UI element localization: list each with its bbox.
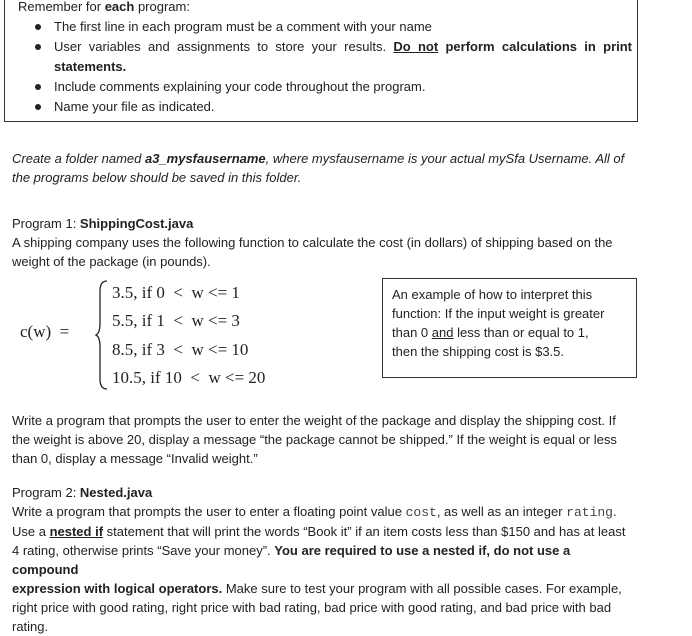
reminder-list	[5, 17, 635, 117]
list-item: User variables and assignments to store your results. Do not perform calculations in print statements.	[5, 37, 635, 77]
each-emphasis: each	[104, 0, 135, 14]
reminder-box	[4, 0, 638, 122]
program1-task: Write a program that prompts the user to enter the weight of the package and display the shipping cost. If the weight is above 20, display a message “the package cannot be shipped.” If the weight is equal or less than 0, display a message “Invalid weight.”	[12, 413, 617, 466]
program1-header: Program 1: ShippingCost.java A shipping company uses the following function to calculate the cost (in dollars) of shipping based on the weight of the package (in pounds).	[12, 216, 613, 269]
case-row: 3.5, if 0 < w <= 1	[112, 283, 240, 302]
function-label: c(w) =	[20, 322, 70, 341]
program2-filename: Nested.java	[79, 485, 153, 500]
program2-section: Program 2: Nested.java Write a program that prompts the user to enter a floating point value cost, as well as an integer rating. Use a nested if statement that will print the words “Book it” if an item costs less than $150 and has at least 4 rating, otherwise prints “Save your money”. You are required to use a nested if, do not use a compound expression with logical operators. Make sure to test your program with all possible cases. For example, right price with good rating, right price with bad rating, bad price with good rating, and bad price with bad rating.	[12, 485, 626, 634]
case-row: 5.5, if 1 < w <= 3	[112, 311, 240, 330]
interpretation-note: An example of how to interpret this function: If the input weight is greater than 0 and less than or equal to 1, then the shipping cost is $3.5.	[382, 278, 637, 378]
left-brace	[95, 279, 109, 391]
folder-name: a3_mysfausername	[144, 151, 266, 166]
list-item: Name your file as indicated.	[5, 97, 635, 117]
case-row: 8.5, if 3 < w <= 10	[112, 340, 249, 359]
program1-filename: ShippingCost.java	[79, 216, 194, 231]
case-row: 10.5, if 10 < w <= 20	[112, 368, 266, 387]
list-item: The first line in each program must be a comment with your name	[5, 17, 635, 37]
folder-instructions: Create a folder named a3_mysfausername, where mysfausername is your actual mySfa Username. All of the programs below should be saved in this folder.	[12, 151, 625, 185]
list-item: Include comments explaining your code throughout the program.	[5, 77, 635, 97]
reminder-title: Remember for each program:	[18, 0, 190, 14]
